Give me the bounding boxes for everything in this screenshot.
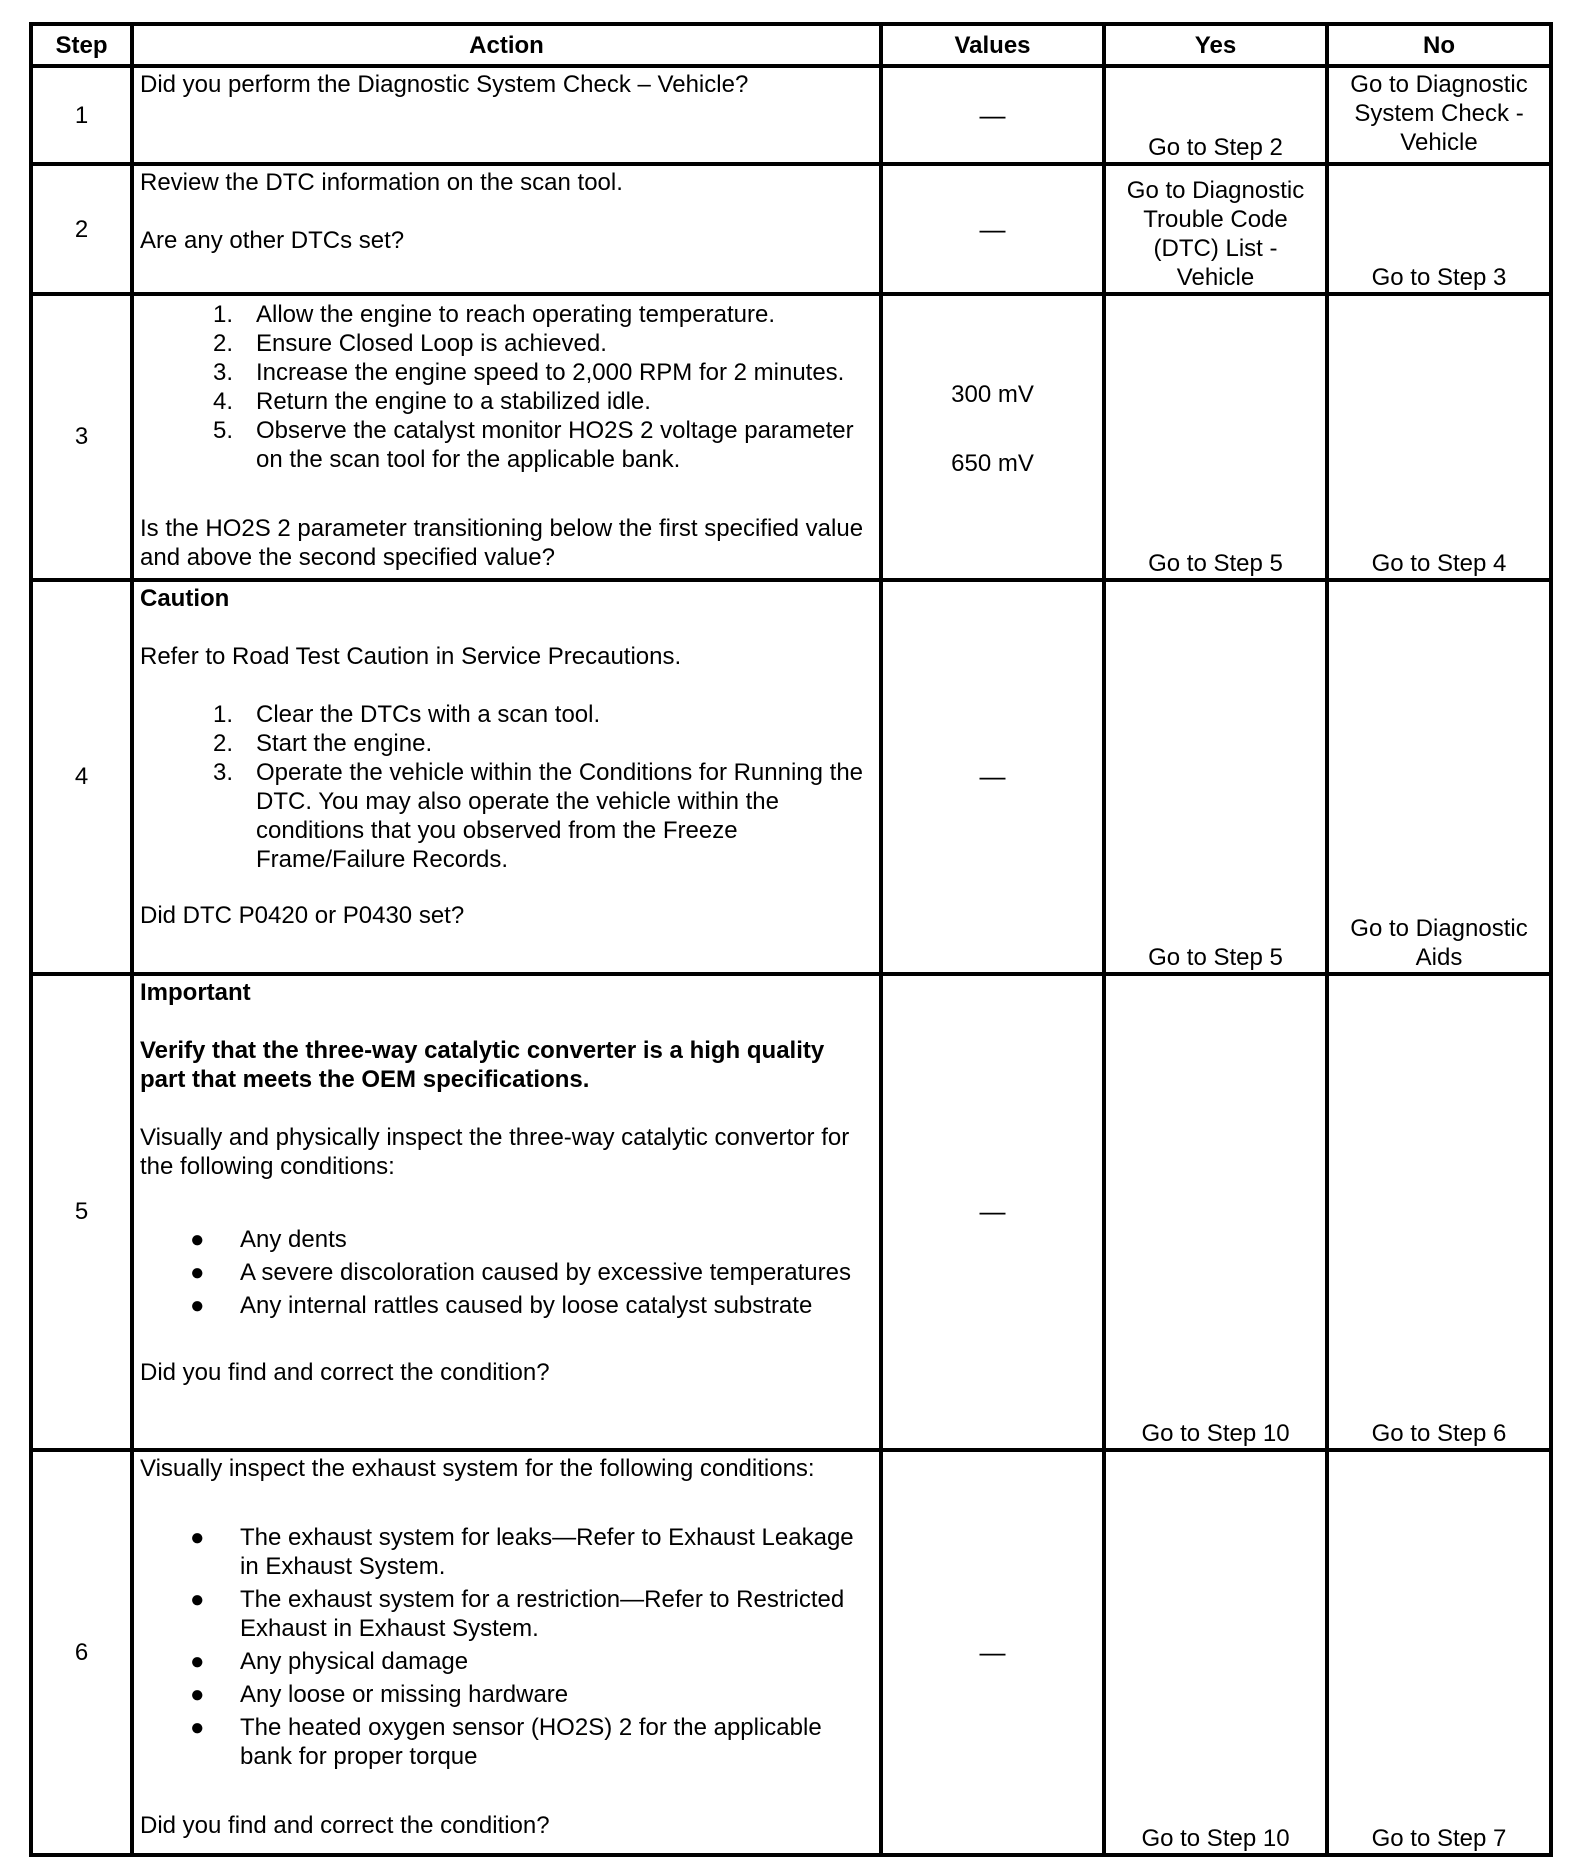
numbered-steps [140,300,873,474]
value-dash: — [979,213,1006,244]
numbered-step: 2. Start the engine. [212,729,433,757]
action-cell [132,974,881,1450]
yes-cell [1104,294,1327,580]
value-low: 300 mV [951,380,1034,408]
values-cell [881,974,1104,1450]
step-number: 1 [31,66,132,164]
important-note: Verify that the three-way catalytic converter is a high quality part that meets the OEM specifications. [140,1037,825,1094]
yes-cell [1104,974,1327,1450]
bullet-item: ● The exhaust system for leaks—Refer to Exhaust Leakage in Exhaust System. [190,1523,854,1580]
action-cell [132,66,881,164]
values-cell [881,1450,1104,1855]
diagnostic-table [29,22,1553,1857]
table-row-step-3 [31,294,1551,580]
header-yes: Yes [1104,24,1327,66]
bullet-item: ● Any dents [190,1226,347,1254]
value-dash: — [979,1196,1006,1227]
values-cell [881,294,1104,580]
value-high: 650 mV [951,449,1034,477]
action-cell [132,1450,881,1855]
bullet-item: ● The heated oxygen sensor (HO2S) 2 for the applicable bank for proper torque [190,1713,822,1770]
header-no: No [1327,24,1551,66]
action-cell [132,164,881,293]
important-heading: Important [140,979,251,1007]
yes-result: Go to Step 5 [1148,549,1283,577]
header-row [31,24,1551,66]
table-row-step-5 [31,974,1551,1450]
value-dash: — [979,761,1006,792]
step-number: 5 [31,974,132,1450]
numbered-step: 4. Return the engine to a stabilized idle. [212,387,651,415]
values-cell [881,164,1104,293]
bullet-item: ● The exhaust system for a restriction—Refer to Restricted Exhaust in Exhaust System. [190,1585,845,1642]
no-cell [1327,974,1551,1450]
caution-note: Refer to Road Test Caution in Service Precautions. [140,642,682,670]
no-result: Go to Diagnostic Aids [1350,915,1528,972]
step-number: 2 [31,164,132,293]
header-values: Values [881,24,1104,66]
no-cell [1327,580,1551,974]
action-question: Did DTC P0420 or P0430 set? [140,901,465,929]
no-cell [1327,294,1551,580]
bullet-list [140,1523,873,1771]
numbered-step: 3. Operate the vehicle within the Conditions for Running the DTC. You may also operate the vehicle within the conditions that you observed from the Freeze Frame/Failure Records. [212,758,864,873]
yes-cell [1104,1450,1327,1855]
action-cell [132,580,881,974]
numbered-step: 1. Clear the DTCs with a scan tool. [212,700,601,728]
step-number: 4 [31,580,132,974]
action-question: Did you find and correct the condition? [140,1811,550,1839]
yes-cell [1104,66,1327,164]
action-question: Did you perform the Diagnostic System Check – Vehicle? [140,71,749,98]
yes-cell [1104,580,1327,974]
values-cell [881,580,1104,974]
bullet-item: ● Any physical damage [190,1647,469,1675]
no-cell [1327,66,1551,164]
no-cell [1327,1450,1551,1855]
yes-result: Go to Step 2 [1148,134,1283,162]
action-cell [132,294,881,580]
bullet-list [140,1225,873,1320]
action-intro: Visually and physically inspect the three-way catalytic convertor for the following conditions: [140,1124,850,1181]
values-cell [881,66,1104,164]
bullet-item: ● Any loose or missing hardware [190,1680,569,1708]
action-question: Did you find and correct the condition? [140,1359,550,1387]
numbered-step: 1. Allow the engine to reach operating temperature. [212,300,775,328]
bullet-item: ● Any internal rattles caused by loose catalyst substrate [190,1292,813,1320]
action-question: Is the HO2S 2 parameter transitioning below the first specified value and above the second specified value? [140,514,864,571]
numbered-steps [140,700,873,874]
yes-result: Go to Step 5 [1148,944,1283,972]
step-number: 3 [31,294,132,580]
action-question: Are any other DTCs set? [140,227,405,255]
yes-result: Go to Step 10 [1141,1825,1290,1852]
table-row-step-4 [31,580,1551,974]
no-result: Go to Diagnostic System Check - Vehicle [1350,71,1528,156]
action-intro: Visually inspect the exhaust system for the following conditions: [140,1454,815,1482]
yes-result: Go to Diagnostic Trouble Code (DTC) List - Vehicle [1126,176,1305,291]
no-result: Go to Step 3 [1371,263,1507,291]
step-number: 6 [31,1450,132,1855]
yes-result: Go to Step 10 [1141,1419,1290,1447]
numbered-step: 5. Observe the catalyst monitor HO2S 2 voltage parameter on the scan tool for the applicable bank. [212,416,854,473]
table-row-step-6 [31,1450,1551,1855]
value-dash: — [979,1636,1006,1667]
bullet-item: ● A severe discoloration caused by excessive temperatures [190,1259,851,1287]
table-row-step-2 [31,164,1551,293]
header-step: Step [31,24,132,66]
action-text: Review the DTC information on the scan tool. [140,169,623,197]
numbered-step: 3. Increase the engine speed to 2,000 RPM for 2 minutes. [212,358,845,386]
no-result: Go to Step 4 [1371,549,1507,577]
numbered-step: 2. Ensure Closed Loop is achieved. [212,329,607,357]
no-cell [1327,164,1551,293]
header-action: Action [132,24,881,66]
value-dash: — [979,99,1006,130]
yes-cell [1104,164,1327,293]
no-result: Go to Step 7 [1371,1825,1507,1852]
caution-heading: Caution [140,584,230,612]
no-result: Go to Step 6 [1371,1419,1507,1447]
table-row-step-1 [31,66,1551,164]
